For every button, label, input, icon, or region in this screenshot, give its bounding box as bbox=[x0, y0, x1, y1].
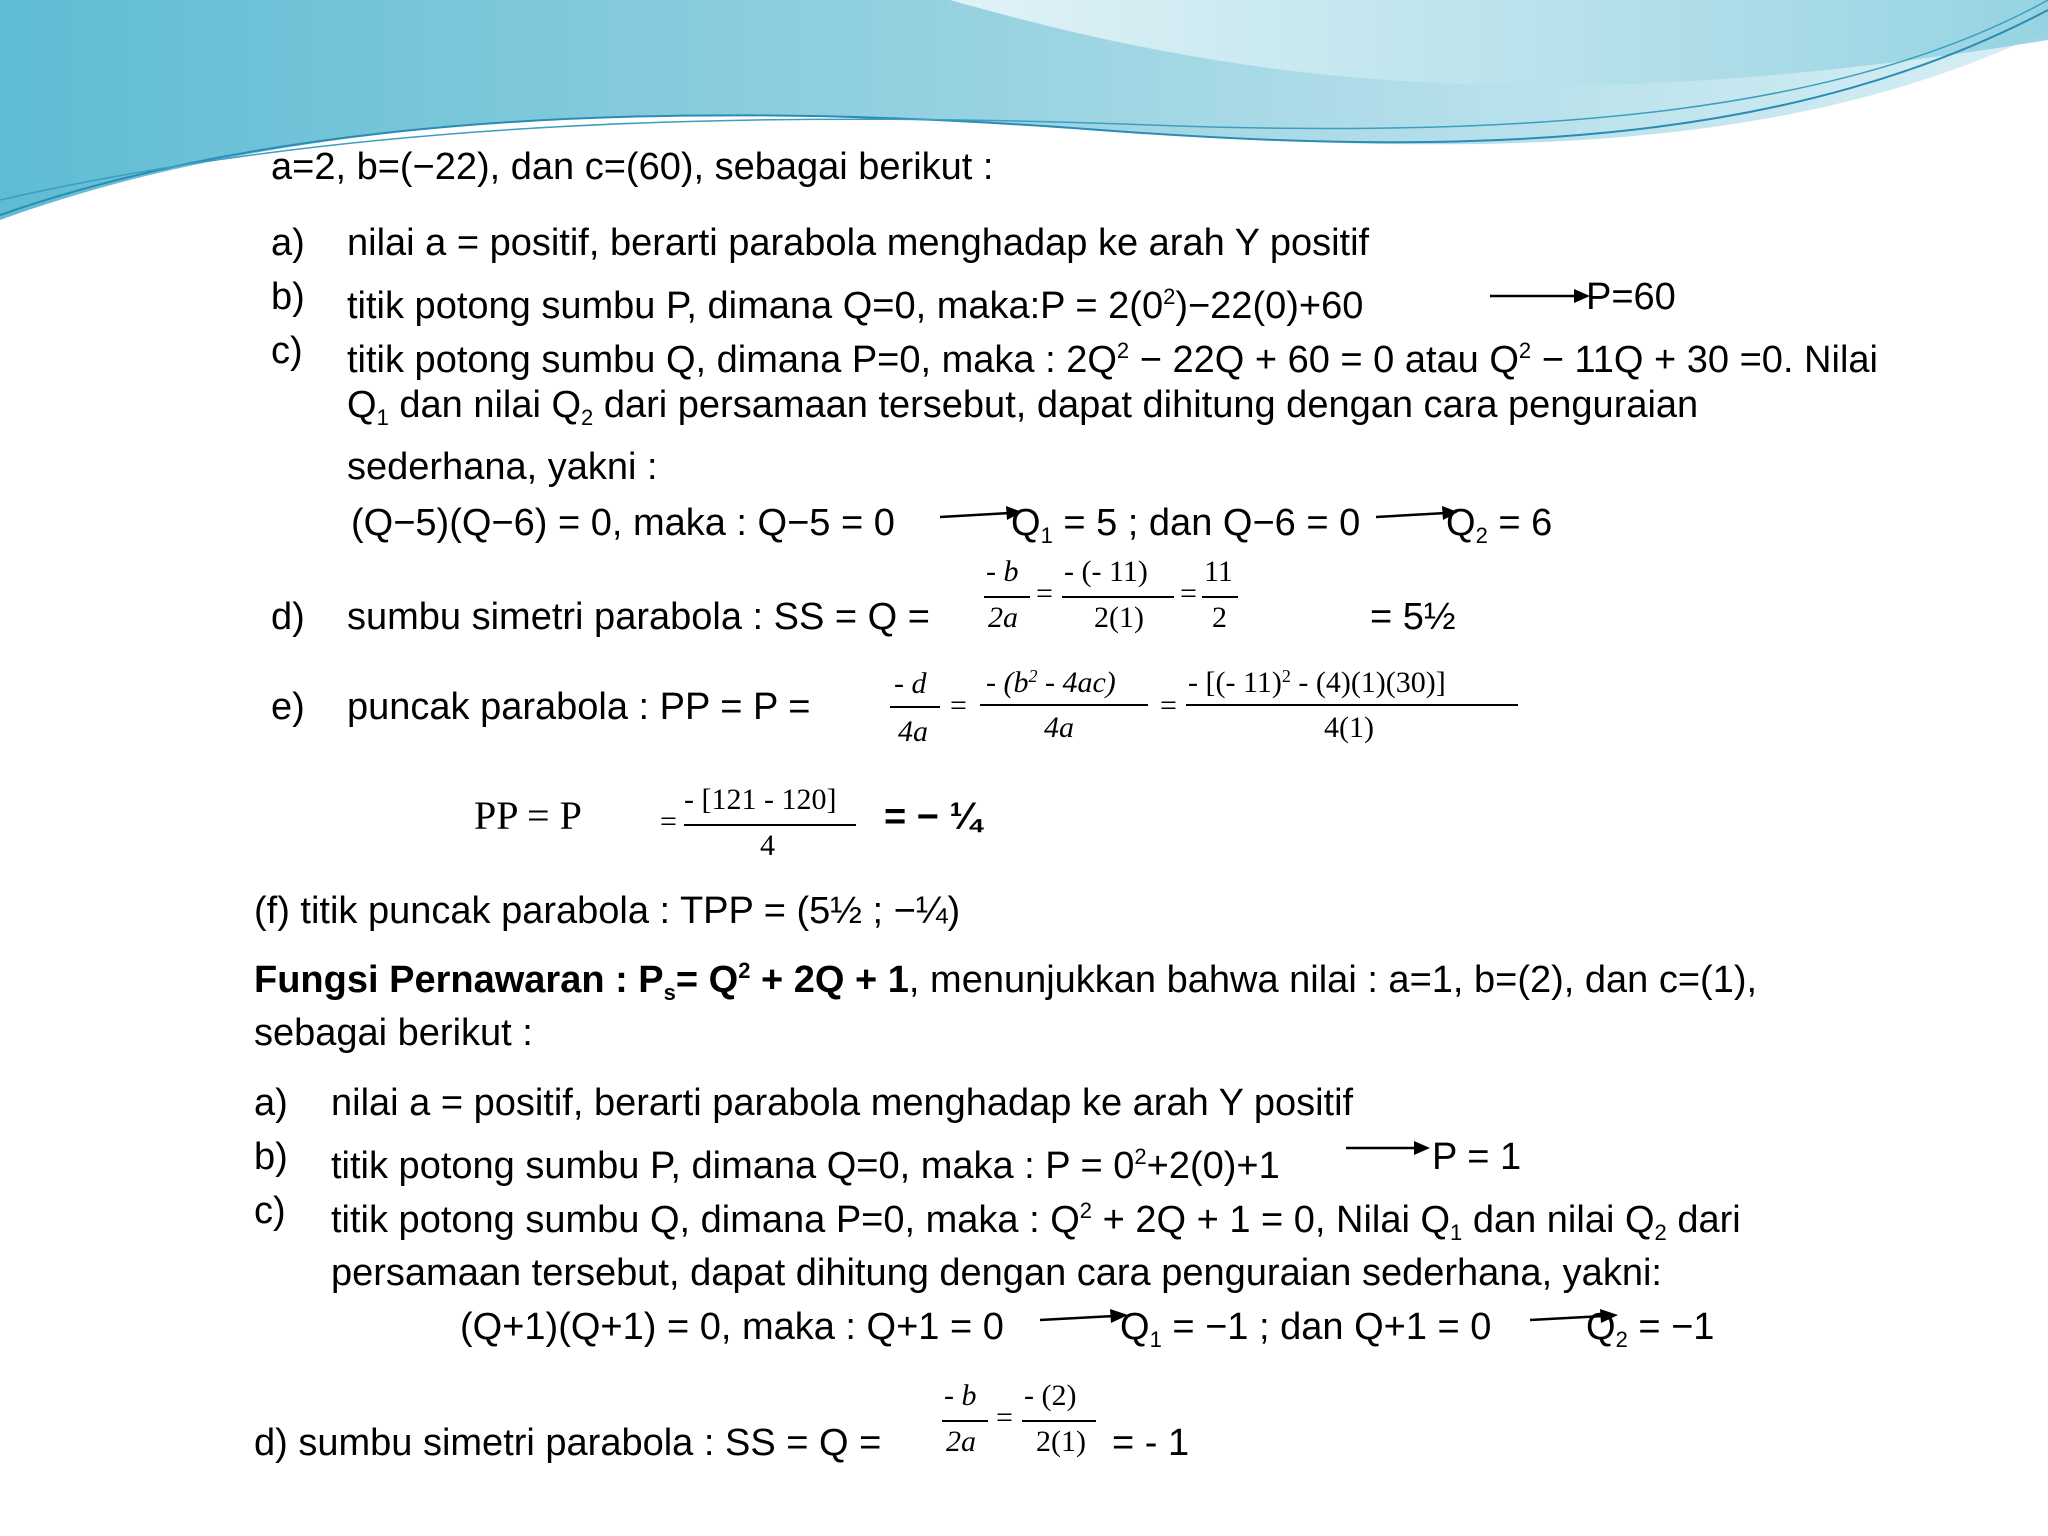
supply-c-line3-a: (Q+1)(Q+1) = 0, maka : Q+1 = 0 bbox=[460, 1306, 1004, 1348]
fraction-bar bbox=[890, 706, 940, 708]
formula-denominator: 4 bbox=[760, 829, 775, 862]
formula-equals: = bbox=[660, 805, 677, 838]
formula-denominator: 4a bbox=[898, 715, 928, 748]
formula-denominator: 2(1) bbox=[1094, 601, 1144, 634]
fraction-bar bbox=[684, 824, 856, 826]
formula-denominator: 2a bbox=[946, 1425, 976, 1458]
formula-numerator: - b bbox=[986, 555, 1019, 588]
item-label: e) bbox=[271, 686, 305, 728]
demand-c-line1: titik potong sumbu Q, dimana P=0, maka : $2Q^2 - 22Q + 60 = 0$ atau $Q^2 - 11Q + 30 =0$. Nilai bbox=[347, 338, 1878, 381]
arrow-icon bbox=[940, 503, 1022, 523]
header-wave-decoration bbox=[0, 0, 2048, 240]
demand-e-text: puncak parabola : PP = P = bbox=[347, 686, 811, 728]
item-label: b) bbox=[271, 276, 305, 318]
pp-result: = − ¼ bbox=[884, 796, 982, 838]
formula-numerator: - d bbox=[894, 667, 927, 700]
fraction-bar bbox=[1062, 596, 1174, 598]
supply-line2: sebagai berikut : bbox=[254, 1012, 533, 1054]
item-label: c) bbox=[254, 1190, 286, 1232]
demand-c-line4-c: $Q_2 = 6$ bbox=[1446, 502, 1553, 548]
f-line: (f) titik puncak parabola : TPP = (5½ ; −¼) bbox=[254, 890, 961, 932]
formula-equals: = bbox=[1180, 577, 1197, 610]
formula-equals: = bbox=[996, 1401, 1013, 1434]
fraction-bar bbox=[980, 704, 1148, 706]
fraction-bar bbox=[1202, 596, 1238, 598]
demand-c-line2: $Q_1$ dan nilai $Q_2$ dari persamaan tersebut, dapat dihitung dengan cara penguraian bbox=[347, 384, 1699, 430]
arrow-icon bbox=[1346, 1138, 1430, 1158]
demand-c-line3: sederhana, yakni : bbox=[347, 446, 658, 488]
supply-d-result: = - 1 bbox=[1112, 1422, 1190, 1464]
demand-c-line4-b: $Q_1 = 5$ ; dan Q−6 = 0 bbox=[1011, 502, 1361, 548]
demand-d-result: = 5½ bbox=[1370, 596, 1456, 638]
demand-a-text: nilai a = positif, berarti parabola menghadap ke arah Y positif bbox=[347, 222, 1370, 264]
supply-c-line3-c: $Q_2 = -1$ bbox=[1586, 1306, 1715, 1352]
fraction-bar bbox=[942, 1420, 988, 1422]
supply-title: Fungsi Pernawaran : $P_s= Q^2 + 2Q + 1$, menunjukkan bahwa nilai : a=1, b=(2), dan c=(1), bbox=[254, 958, 1758, 1005]
arrow-icon bbox=[1040, 1306, 1128, 1326]
fraction-bar bbox=[984, 596, 1030, 598]
demand-b-result: P=60 bbox=[1586, 276, 1676, 318]
item-label: a) bbox=[271, 222, 305, 264]
formula-denominator: 2a bbox=[988, 601, 1018, 634]
fraction-bar bbox=[1022, 1420, 1096, 1422]
formula-equals: = bbox=[1036, 577, 1053, 610]
arrow-icon bbox=[1490, 286, 1590, 306]
formula-denominator: 2(1) bbox=[1036, 1425, 1086, 1458]
formula-numerator: - (- 11) bbox=[1064, 555, 1148, 588]
demand-d-text: sumbu simetri parabola : SS = Q = bbox=[347, 596, 930, 638]
formula-numerator: 11 bbox=[1204, 555, 1233, 588]
item-label: c) bbox=[271, 330, 303, 372]
intro-line: a=2, b=(−22), dan c=(60), sebagai berikut : bbox=[271, 146, 994, 188]
supply-d-text: d) sumbu simetri parabola : SS = Q = bbox=[254, 1422, 882, 1464]
formula-numerator: - [121 - 120] bbox=[684, 783, 837, 816]
supply-b-result: P = 1 bbox=[1432, 1136, 1522, 1178]
supply-c-line1: titik potong sumbu Q, dimana P=0, maka : $Q^2 + 2Q + 1 = 0$, Nilai $Q_1$ dan nilai $Q_2$ dari bbox=[331, 1198, 1741, 1245]
item-label: b) bbox=[254, 1136, 288, 1178]
formula-equals: = bbox=[1160, 689, 1177, 722]
fraction-bar bbox=[1186, 704, 1518, 706]
pp-label: PP = P bbox=[474, 793, 582, 838]
formula-denominator: 4a bbox=[1044, 711, 1074, 744]
supply-b-text: titik potong sumbu P, dimana Q=0, maka : $P = 0^2+2(0)+1$ bbox=[331, 1144, 1280, 1187]
demand-c-line4-a: (Q−5)(Q−6) = 0, maka : Q−5 = 0 bbox=[351, 502, 895, 544]
supply-c-line3-b: $Q_1 = -1$ ; dan Q+1 = 0 bbox=[1120, 1306, 1492, 1352]
formula-denominator: 4(1) bbox=[1324, 711, 1374, 744]
formula-equals: = bbox=[950, 689, 967, 722]
item-label: d) bbox=[271, 596, 305, 638]
formula-numerator: - $(b^2 - 4ac)$ bbox=[986, 666, 1116, 699]
formula-numerator: - (2) bbox=[1024, 1379, 1077, 1412]
demand-b-text: titik potong sumbu P, dimana Q=0, maka:P = $2(0^2)-22(0)+60$ bbox=[347, 284, 1364, 327]
item-label: a) bbox=[254, 1082, 288, 1124]
formula-numerator: - b bbox=[944, 1379, 977, 1412]
supply-a-text: nilai a = positif, berarti parabola menghadap ke arah Y positif bbox=[331, 1082, 1354, 1124]
supply-c-line2: persamaan tersebut, dapat dihitung dengan cara penguraian sederhana, yakni: bbox=[331, 1252, 1662, 1294]
formula-denominator: 2 bbox=[1212, 601, 1227, 634]
formula-numerator: - [(- 11)$^2$ - (4)(1)(30)] bbox=[1188, 666, 1446, 699]
